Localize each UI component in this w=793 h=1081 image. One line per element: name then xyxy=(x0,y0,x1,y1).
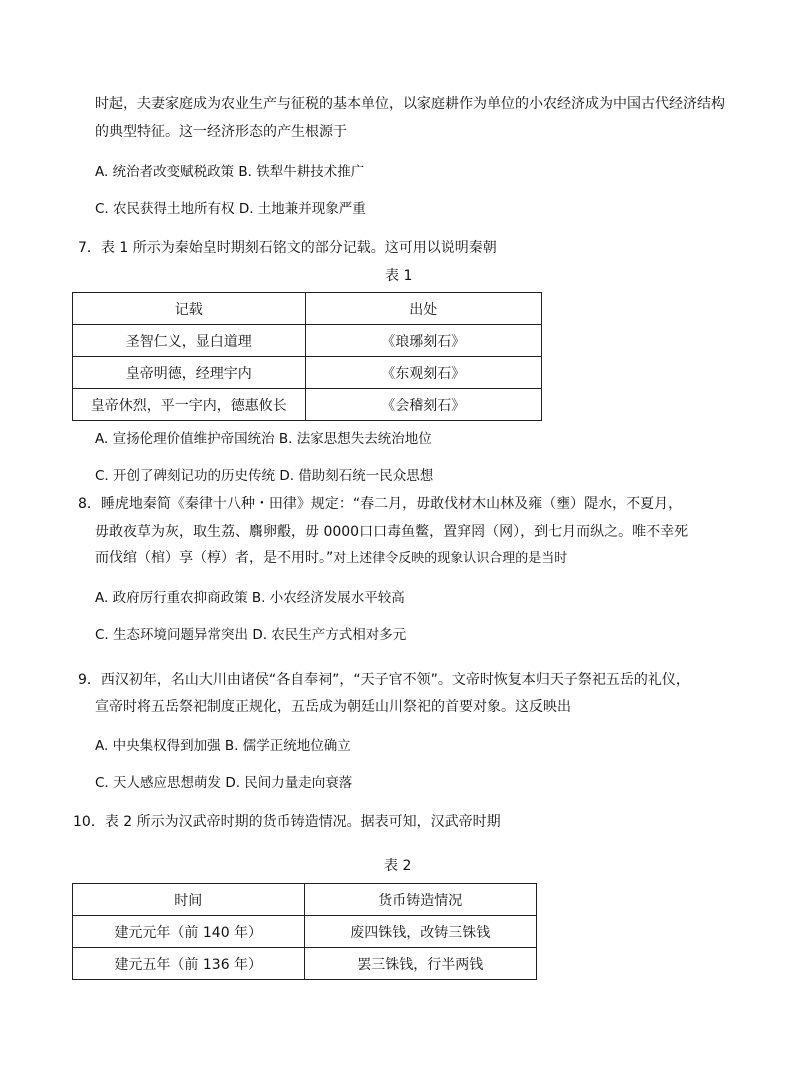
q7-option-c[interactable]: C. 开创了碑刻记功的历史传统 xyxy=(95,468,276,484)
q9-options-row-2 xyxy=(95,773,352,793)
q7-stem: 7．表 1 所示为秦始皇时期刻石铭文的部分记载。这可用以说明秦朝 xyxy=(78,240,497,256)
q9-option-d[interactable]: D. 民间力量走向衰落 xyxy=(225,775,353,791)
q8-line-3-quote: 而伐绾（棺）享（椁）者，是不用时。” xyxy=(95,550,334,566)
q9-option-b[interactable]: B. 儒学正统地位确立 xyxy=(224,738,351,754)
table-1 xyxy=(72,292,542,421)
q8-line-3 xyxy=(95,548,567,569)
q6-option-a[interactable]: A. 统治者改变赋税政策 xyxy=(95,164,235,180)
table-cell: 圣智仁义，显白道理 xyxy=(73,325,306,357)
table-cell: 《琅琊刻石》 xyxy=(305,325,542,357)
table-row xyxy=(73,916,537,948)
table-1-header-cell: 出处 xyxy=(305,293,542,325)
table-cell: 《东观刻石》 xyxy=(305,357,542,389)
table-row xyxy=(73,389,542,421)
q8-line-3-question: 对上述律令反映的现象认识合理的是当时 xyxy=(333,551,568,566)
q9-option-c[interactable]: C. 天人感应思想萌发 xyxy=(95,775,222,791)
table-row xyxy=(73,948,537,980)
q7-options-row-2 xyxy=(95,466,433,486)
intro-line-1: 时起，夫妻家庭成为农业生产与征税的基本单位，以家庭耕作为单位的小农经济成为中国古代经济结构 xyxy=(95,96,725,112)
table-2 xyxy=(72,883,537,980)
table-cell: 建元五年（前 136 年） xyxy=(73,948,305,980)
q7-option-a[interactable]: A. 宣扬伦理价值维护帝国统治 xyxy=(95,431,275,447)
q8-options-row-1 xyxy=(95,588,405,608)
q8-line-1: 8．睡虎地秦简《秦律十八种・田律》规定：“春二月，毋敢伐材木山林及雍（壅）隄水，不夏月， xyxy=(78,496,683,512)
table-2-header-row xyxy=(73,884,537,916)
q8-option-a[interactable]: A. 政府厉行重农抑商政策 xyxy=(95,590,248,606)
q8-options-row-2 xyxy=(95,625,406,645)
table-cell: 废四铢钱，改铸三铢钱 xyxy=(304,916,537,948)
table-cell: 皇帝休烈，平一宇内，德惠攸长 xyxy=(73,389,306,421)
table-2-header-cell: 时间 xyxy=(73,884,305,916)
table-1-header-row xyxy=(73,293,542,325)
q8-option-b[interactable]: B. 小农经济发展水平较高 xyxy=(251,590,405,606)
table-cell: 皇帝明德，经理宇内 xyxy=(73,357,306,389)
q9-line-2: 宣帝时将五岳祭祀制度正规化，五岳成为朝廷山川祭祀的首要对象。这反映出 xyxy=(95,699,571,715)
q8-option-c[interactable]: C. 生态环境问题异常突出 xyxy=(95,627,249,643)
table-1-header-cell: 记载 xyxy=(73,293,306,325)
q9-option-a[interactable]: A. 中央集权得到加强 xyxy=(95,738,221,754)
table-row xyxy=(73,325,542,357)
q6-option-d[interactable]: D. 土地兼并现象严重 xyxy=(238,201,366,217)
q9-options-row-1 xyxy=(95,736,351,756)
q7-option-d[interactable]: D. 借助刻石统一民众思想 xyxy=(279,468,434,484)
q7-options-row-1 xyxy=(95,429,432,449)
q6-option-b[interactable]: B. 铁犁牛耕技术推广 xyxy=(238,164,365,180)
q9-line-1: 9．西汉初年，名山大川由诸侯“各自奉祠”，“天子官不领”。文帝时恢复本归天子祭祀五岳的礼仪， xyxy=(78,672,690,688)
table-row xyxy=(73,357,542,389)
q10-stem: 10．表 2 所示为汉武帝时期的货币铸造情况。据表可知，汉武帝时期 xyxy=(73,814,501,830)
table-1-caption: 表 1 xyxy=(385,268,413,284)
q8-line-2: 毋敢夜草为灰，取生荔、麛卵鷇，毋 0000口口毒鱼鳖，置穽罔（网），到七月而纵之。唯不幸死 xyxy=(95,524,689,540)
q6-options-row-1 xyxy=(95,162,364,182)
table-2-caption: 表 2 xyxy=(384,858,412,874)
table-cell: 建元元年（前 140 年） xyxy=(73,916,305,948)
table-2-header-cell: 货币铸造情况 xyxy=(304,884,537,916)
q8-option-d[interactable]: D. 农民生产方式相对多元 xyxy=(252,627,407,643)
table-cell: 罢三铢钱，行半两钱 xyxy=(304,948,537,980)
q7-option-b[interactable]: B. 法家思想失去统治地位 xyxy=(278,431,432,447)
table-cell: 《会稽刻石》 xyxy=(305,389,542,421)
q6-option-c[interactable]: C. 农民获得土地所有权 xyxy=(95,201,235,217)
intro-line-2: 的典型特征。这一经济形态的产生根源于 xyxy=(95,124,347,140)
q6-options-row-2 xyxy=(95,199,366,219)
